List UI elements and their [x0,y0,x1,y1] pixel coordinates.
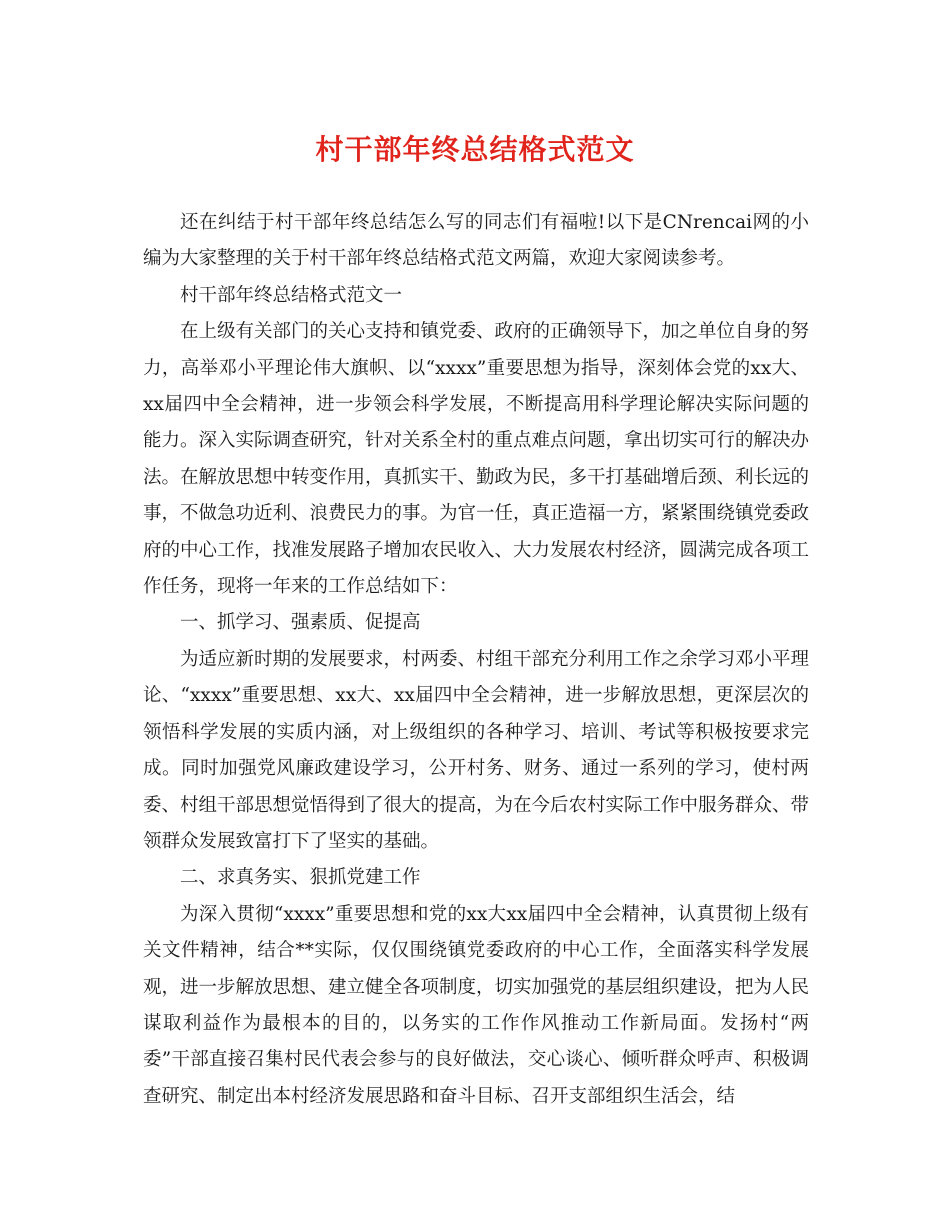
paragraph: 在上级有关部门的关心支持和镇党委、政府的正确领导下，加之单位自身的努力，高举邓小平理论伟大旗帜、以“xxxx”重要思想为指导，深刻体会党的xx大、xx届四中全会精神，进一步领会科学发展，不断提高用科学理论解决实际问题的能力。深入实际调查研究，针对关系全村的重点难点问题，拿出切实可行的解决办法。在解放思想中转变作用，真抓实干、勤政为民，多干打基础增后颈、利长远的事，不做急功近利、浪费民力的事。为官一任，真正造福一方，紧紧围绕镇党委政府的中心工作，找准发展路子增加农民收入、大力发展农村经济，圆满完成各项工作任务，现将一年来的工作总结如下： [143,321,810,598]
section-heading-study: 一、抓学习、强素质、促提高 [180,612,421,634]
paragraph: 为适应新时期的发展要求，村两委、村组干部充分利用工作之余学习邓小平理论、“xxxx”重要思想、xx大、xx届四中全会精神，进一步解放思想，更深层次的领悟科学发展的实质内涵，对上级组织的各种学习、培训、考试等积极按要求完成。同时加强党风廉政建设学习，公开村务、财务、通过一系列的学习，使村两委、村组干部思想觉悟得到了很大的提高，为在今后农村实际工作中服务群众、带领群众发展致富打下了坚实的基础。 [143,648,810,852]
paragraph-intro: 还在纠结于村干部年终总结怎么写的同志们有福啦!以下是CNrencai网的小编为大家整理的关于村干部年终总结格式范文两篇，欢迎大家阅读参考。 [143,212,809,270]
document-title: 村干部年终总结格式范文 [315,133,635,166]
document-body [143,205,809,1115]
section-heading-sample-one: 村干部年终总结格式范文一 [180,284,403,306]
section-heading-party-building: 二、求真务实、狠抓党建工作 [180,867,421,889]
paragraph: 为深入贯彻“xxxx”重要思想和党的xx大xx届四中全会精神，认真贯彻上级有关文件精神，结合**实际，仅仅围绕镇党委政府的中心工作，全面落实科学发展观，进一步解放思想、建立健全各项制度，切实加强党的基层组织建设，把为人民谋取利益作为最根本的目的，以务实的工作作风推动工作新局面。发扬村“两委”干部直接召集村民代表会参与的良好做法，交心谈心、倾听群众呼声、积极调查研究、制定出本村经济发展思路和奋斗目标、召开支部组织生活会，结 [143,903,810,1107]
